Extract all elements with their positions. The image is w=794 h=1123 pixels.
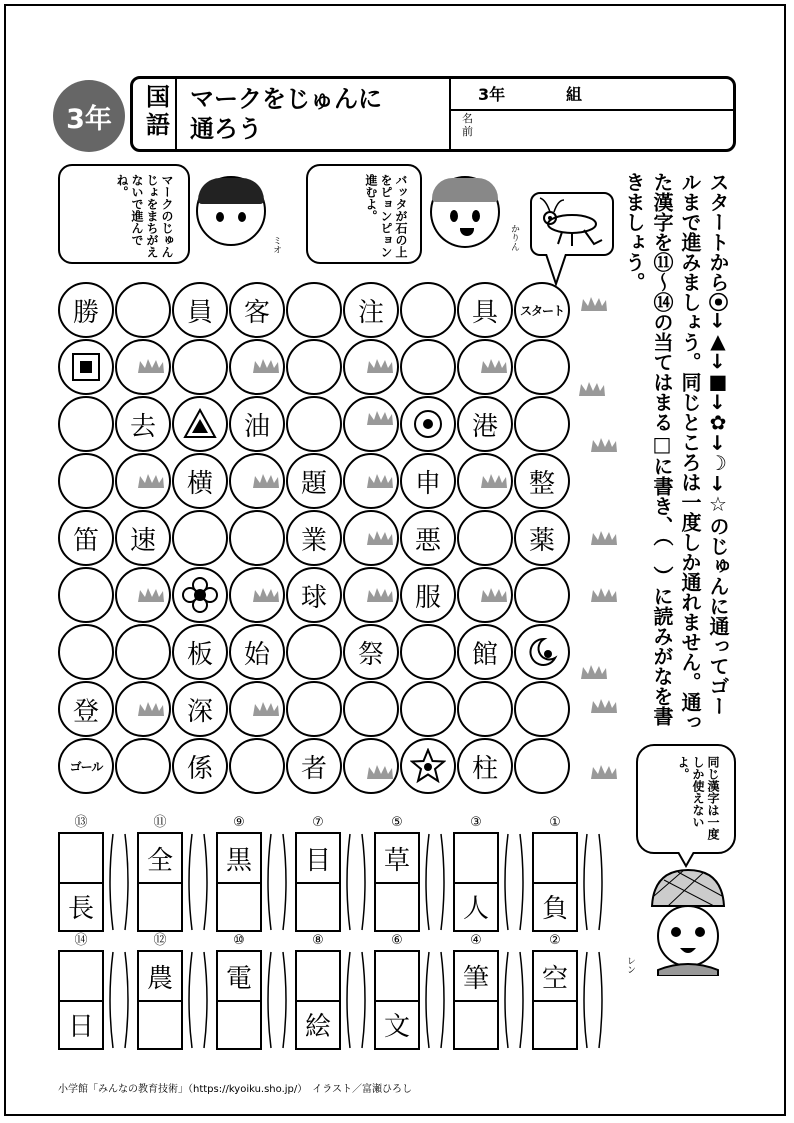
answer-number: ① (549, 815, 561, 830)
empty-stone (286, 681, 342, 737)
answer-bottom-kanji (139, 1000, 181, 1048)
karin-name: かりん (509, 224, 519, 251)
answer-number: ⑩ (233, 933, 245, 948)
kanji-stone: 業 (286, 510, 342, 566)
grasshopper-bubble (530, 192, 614, 256)
empty-stone (229, 738, 285, 794)
answer-top-kanji: 草 (383, 845, 410, 876)
reading-parentheses[interactable] (580, 832, 590, 932)
kanji-stone: 悪 (400, 510, 456, 566)
grass-tuft-icon (590, 437, 618, 453)
answer-top-kanji (376, 952, 418, 1000)
grass-tuft-icon (480, 473, 508, 489)
mio-name: ミオ (271, 236, 281, 254)
grass-tuft-icon (137, 587, 165, 603)
answer-number: ⑥ (391, 933, 403, 948)
empty-stone (58, 453, 114, 509)
grass-tuft-icon (590, 764, 618, 780)
empty-stone (343, 681, 399, 737)
answer-box[interactable] (58, 950, 104, 1050)
kanji-stone: 整 (514, 453, 570, 509)
subject-label: 国語 (146, 83, 170, 139)
empty-stone (58, 396, 114, 452)
kanji-stone: 板 (172, 624, 228, 680)
empty-stone (514, 396, 570, 452)
answer-slot (295, 814, 341, 932)
answer-top-kanji: 黒 (225, 845, 252, 876)
square-mark-icon (58, 339, 114, 395)
reading-parentheses[interactable] (343, 950, 353, 1050)
kanji-stone: 油 (229, 396, 285, 452)
answer-top-kanji: 電 (225, 963, 252, 994)
kanji-stone: 員 (172, 282, 228, 338)
kanji-stone: 球 (286, 567, 342, 623)
grass-tuft-icon (366, 764, 394, 780)
answer-bottom-kanji: 文 (383, 1011, 410, 1042)
empty-stone (286, 624, 342, 680)
answer-number: ⑤ (391, 815, 403, 830)
instructions-text: スタートから⦿→▲→■→✿→☽→☆のじゅんに通ってゴールまで進みましょう。同じところは一度しか通れません。通った漢字を⑪〜⑭の当てはまる□に書き、（ ）に読みがなを書きましょう。 (622, 172, 730, 732)
grade-badge: 3年 (53, 80, 125, 152)
grasshopper-icon (532, 194, 612, 254)
grass-tuft-icon (578, 381, 606, 397)
answer-number: ② (549, 933, 561, 948)
answer-slot (216, 814, 262, 932)
reading-parentheses[interactable] (264, 950, 274, 1050)
kanji-stone: 去 (115, 396, 171, 452)
grass-tuft-icon (252, 701, 280, 717)
grass-tuft-icon (252, 587, 280, 603)
answer-top-kanji (297, 952, 339, 1000)
answer-slot (453, 814, 499, 932)
goal-cell: ゴール (58, 738, 114, 794)
answer-slot (137, 814, 183, 932)
answer-top-kanji: 目 (304, 845, 331, 876)
start-cell: スタート (514, 282, 570, 338)
kanji-stone: 注 (343, 282, 399, 338)
grass-tuft-icon (366, 473, 394, 489)
kanji-stone: 笛 (58, 510, 114, 566)
answer-number: ⑭ (74, 933, 88, 948)
kanji-stone: 港 (457, 396, 513, 452)
empty-stone (58, 567, 114, 623)
title-line-2: 通ろう (190, 115, 262, 143)
answer-top-kanji (455, 834, 497, 882)
grass-tuft-icon (252, 473, 280, 489)
grass-tuft-icon (590, 587, 618, 603)
answer-top-kanji (60, 952, 102, 1000)
answer-box[interactable] (58, 832, 104, 932)
grass-tuft-icon (366, 358, 394, 374)
answer-bottom-kanji (139, 882, 181, 930)
answer-slot (374, 932, 420, 1050)
answer-box[interactable] (295, 950, 341, 1050)
footer-credit: 小学館「みんなの教育技術」（https://kyoiku.sho.jp/） イラスト／富瀬ひろし (58, 1084, 412, 1095)
reading-parentheses[interactable] (264, 832, 274, 932)
answer-bottom-kanji (455, 1000, 497, 1048)
empty-stone (514, 567, 570, 623)
answer-box[interactable] (532, 832, 578, 932)
kanji-stone: 申 (400, 453, 456, 509)
reading-parentheses[interactable] (580, 950, 590, 1050)
answer-slot (374, 814, 420, 932)
grass-tuft-icon (366, 530, 394, 546)
grass-tuft-icon (366, 587, 394, 603)
grass-tuft-icon (480, 587, 508, 603)
grass-tuft-icon (590, 698, 618, 714)
grass-tuft-icon (366, 410, 394, 426)
answer-number: ⑪ (153, 815, 167, 830)
answer-slot (58, 932, 104, 1050)
kanji-stone: 深 (172, 681, 228, 737)
answer-box[interactable] (137, 832, 183, 932)
answer-bottom-kanji: 日 (67, 1011, 94, 1042)
empty-stone (286, 282, 342, 338)
karin-illustration (430, 176, 500, 248)
reading-parentheses[interactable] (343, 832, 353, 932)
answer-top-kanji (60, 834, 102, 882)
empty-stone (514, 339, 570, 395)
empty-stone (115, 738, 171, 794)
answer-bottom-kanji: 負 (541, 893, 568, 924)
grass-tuft-icon (137, 473, 165, 489)
kanji-stone: 館 (457, 624, 513, 680)
reading-parentheses[interactable] (185, 832, 195, 932)
ren-illustration (644, 866, 730, 976)
kanji-stone: 柱 (457, 738, 513, 794)
answer-top-kanji: 全 (146, 845, 173, 876)
empty-stone (400, 282, 456, 338)
reading-parentheses[interactable] (106, 950, 116, 1050)
answer-box[interactable] (137, 950, 183, 1050)
reading-parentheses[interactable] (501, 950, 511, 1050)
kanji-stone: 登 (58, 681, 114, 737)
mio-illustration (196, 176, 266, 246)
answer-box[interactable] (216, 950, 262, 1050)
answer-box[interactable] (532, 950, 578, 1050)
reading-parentheses[interactable] (422, 950, 432, 1050)
answer-top-kanji (534, 834, 576, 882)
empty-stone (400, 681, 456, 737)
kanji-stone: 速 (115, 510, 171, 566)
empty-stone (172, 510, 228, 566)
title-line-1: マークをじゅんに (190, 85, 382, 113)
reading-parentheses[interactable] (185, 950, 195, 1050)
answer-box[interactable] (216, 832, 262, 932)
moon-mark-icon (514, 624, 570, 680)
answer-top-kanji: 筆 (462, 963, 489, 994)
empty-stone (400, 339, 456, 395)
answer-slot (295, 932, 341, 1050)
answer-box[interactable] (453, 950, 499, 1050)
empty-stone (172, 339, 228, 395)
kanji-stone: 薬 (514, 510, 570, 566)
empty-stone (58, 624, 114, 680)
grass-tuft-icon (137, 701, 165, 717)
grass-tuft-icon (137, 358, 165, 374)
kanji-stone: 祭 (343, 624, 399, 680)
triangle-mark-icon (172, 396, 228, 452)
grass-tuft-icon (252, 358, 280, 374)
kanji-stone: 横 (172, 453, 228, 509)
grass-tuft-icon (480, 358, 508, 374)
answer-top-kanji: 空 (541, 963, 568, 994)
karin-speech-text: バッタが石の上をピョンピョン進むよ。 (364, 174, 408, 258)
kanji-stone: 係 (172, 738, 228, 794)
empty-stone (286, 339, 342, 395)
answer-box[interactable] (295, 832, 341, 932)
reading-parentheses[interactable] (422, 832, 432, 932)
kanji-stone: 服 (400, 567, 456, 623)
answer-bottom-kanji: 人 (462, 893, 489, 924)
answer-number: ⑬ (74, 815, 88, 830)
empty-stone (115, 282, 171, 338)
mio-speech-bubble (58, 164, 190, 264)
answer-number: ⑧ (312, 933, 324, 948)
grade-field-label: 3年 (478, 85, 506, 104)
karin-speech-bubble (306, 164, 422, 264)
kanji-stone: 者 (286, 738, 342, 794)
mio-speech-text: マークのじゅんじょをまちがえないで進んでね。 (115, 174, 174, 258)
empty-stone (229, 510, 285, 566)
answer-slot (216, 932, 262, 1050)
empty-stone (457, 510, 513, 566)
ren-name: レン (625, 956, 635, 974)
answer-bottom-kanji (534, 1000, 576, 1048)
answer-number: ⑦ (312, 815, 324, 830)
answer-box[interactable] (374, 832, 420, 932)
answer-slot (137, 932, 183, 1050)
empty-stone (514, 681, 570, 737)
empty-stone (514, 738, 570, 794)
answer-number: ⑨ (233, 815, 245, 830)
kanji-stone: 題 (286, 453, 342, 509)
kanji-stone: 勝 (58, 282, 114, 338)
answer-number: ④ (470, 933, 482, 948)
kanji-stone: 客 (229, 282, 285, 338)
answer-slot (532, 814, 578, 932)
ren-speech-text: 同じ漢字は一度しか使えないよ。 (676, 756, 720, 840)
star-mark-icon (400, 738, 456, 794)
kanji-stone: 始 (229, 624, 285, 680)
reading-parentheses[interactable] (106, 832, 116, 932)
page-title (190, 84, 382, 144)
answer-bottom-kanji (297, 882, 339, 930)
class-field-label: 組 (566, 85, 583, 104)
answer-number: ⑫ (153, 933, 167, 948)
answer-number: ③ (470, 815, 482, 830)
answer-box[interactable] (374, 950, 420, 1050)
ren-speech-bubble (636, 744, 736, 854)
answer-bottom-kanji (376, 882, 418, 930)
answer-bottom-kanji (218, 1000, 260, 1048)
grass-tuft-icon (590, 530, 618, 546)
flower-mark-icon (172, 567, 228, 623)
answer-top-kanji: 農 (146, 963, 173, 994)
grass-tuft-icon (580, 296, 608, 312)
empty-stone (400, 624, 456, 680)
empty-stone (457, 681, 513, 737)
answer-bottom-kanji: 長 (67, 893, 94, 924)
empty-stone (286, 396, 342, 452)
grass-tuft-icon (580, 664, 608, 680)
name-field-label: 名前 (462, 112, 473, 138)
answer-bottom-kanji: 絵 (304, 1011, 331, 1042)
reading-parentheses[interactable] (501, 832, 511, 932)
answer-slot (453, 932, 499, 1050)
kanji-stone: 具 (457, 282, 513, 338)
answer-bottom-kanji (218, 882, 260, 930)
dot-circle-mark-icon (400, 396, 456, 452)
answer-slot (532, 932, 578, 1050)
answer-box[interactable] (453, 832, 499, 932)
empty-stone (115, 624, 171, 680)
answer-slot (58, 814, 104, 932)
